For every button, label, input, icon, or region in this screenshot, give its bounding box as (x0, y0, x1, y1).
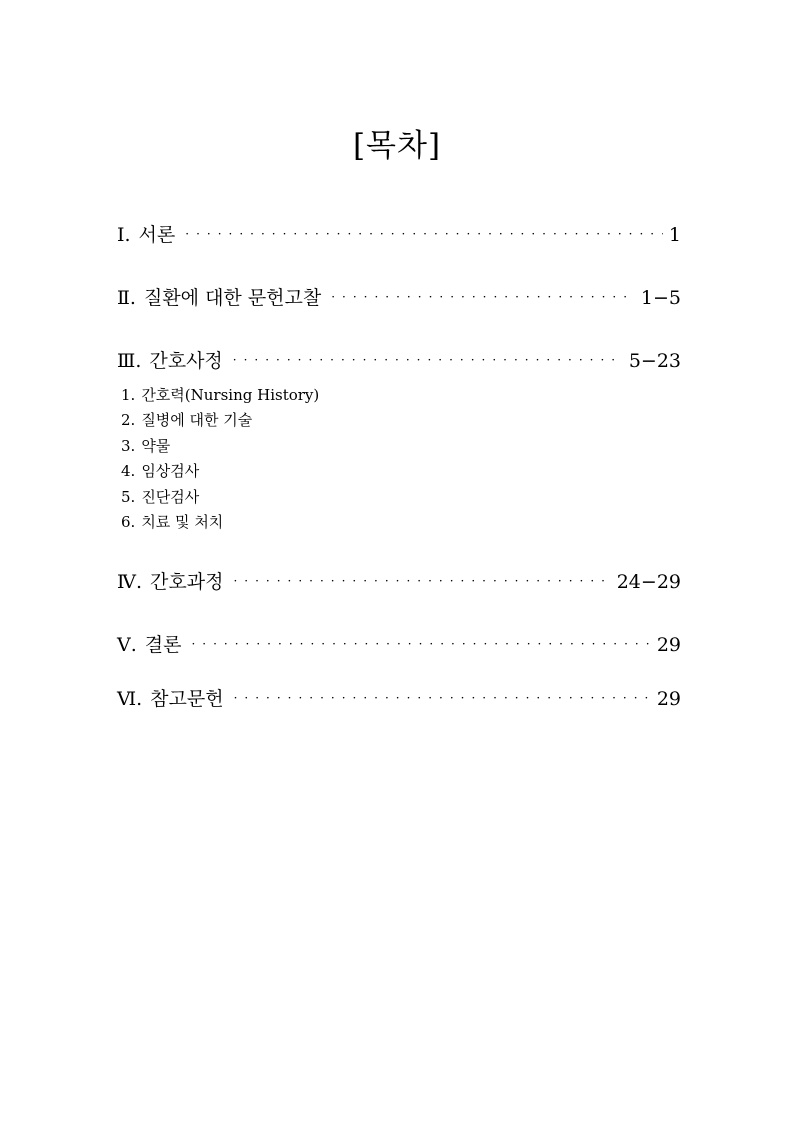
subitem-number: 3. (121, 436, 136, 455)
toc-numeral: Ⅳ. (117, 571, 143, 593)
toc-page-number: 29 (656, 634, 681, 656)
subitem-number: 6. (121, 512, 136, 531)
dot-leader (234, 684, 651, 712)
toc-entry-literature-review (117, 284, 681, 312)
subitem-label: 임상검사 (141, 462, 200, 481)
dot-leader (233, 346, 623, 374)
dot-leader (191, 630, 650, 658)
toc-numeral: Ⅱ. (117, 287, 136, 309)
toc-label: 간호사정 (149, 350, 223, 372)
toc-entry-nursing-assessment (117, 347, 681, 375)
toc-numeral: Ⅴ. (117, 634, 137, 656)
toc-label: 질환에 대한 문헌고찰 (143, 287, 322, 309)
toc-label: 서론 (138, 224, 176, 246)
subitem-number: 1. (121, 386, 136, 404)
toc-page-number: 1 (668, 224, 681, 246)
toc-page-number: 24−29 (616, 571, 681, 593)
subitem-label: 진단검사 (141, 487, 200, 506)
page-title: [목차] (352, 128, 442, 164)
toc-page-number: 29 (656, 688, 681, 710)
toc-entry-conclusion (117, 631, 681, 659)
dot-leader (331, 283, 635, 311)
toc-page-number: 5−23 (628, 350, 681, 372)
subitem-label: 간호력(Nursing History) (141, 386, 320, 404)
toc-numeral: Ⅲ. (117, 350, 142, 372)
toc-numeral: Ⅰ. (117, 224, 131, 246)
subitem-label: 약물 (141, 436, 171, 455)
toc-entry-introduction (117, 221, 681, 249)
toc-entry-nursing-process (117, 568, 681, 596)
subitem-number: 4. (121, 462, 136, 481)
toc-entry-references (117, 685, 681, 713)
assessment-subitems (121, 383, 319, 535)
list-item (121, 434, 319, 459)
toc-numeral: Ⅵ. (117, 688, 143, 710)
subitem-label: 질병에 대한 기술 (141, 411, 253, 430)
list-item (121, 459, 319, 484)
subitem-number: 5. (121, 487, 136, 506)
list-item (121, 408, 319, 433)
toc-label: 간호과정 (150, 571, 224, 593)
toc-label: 참고문헌 (150, 688, 224, 710)
toc-label: 결론 (144, 634, 182, 656)
toc-page-number: 1−5 (640, 287, 681, 309)
list-item (121, 485, 319, 510)
dot-leader (233, 567, 610, 595)
subitem-number: 2. (121, 411, 136, 430)
list-item (121, 510, 319, 535)
list-item (121, 383, 319, 408)
subitem-label: 치료 및 처치 (141, 512, 224, 531)
dot-leader (185, 220, 663, 248)
